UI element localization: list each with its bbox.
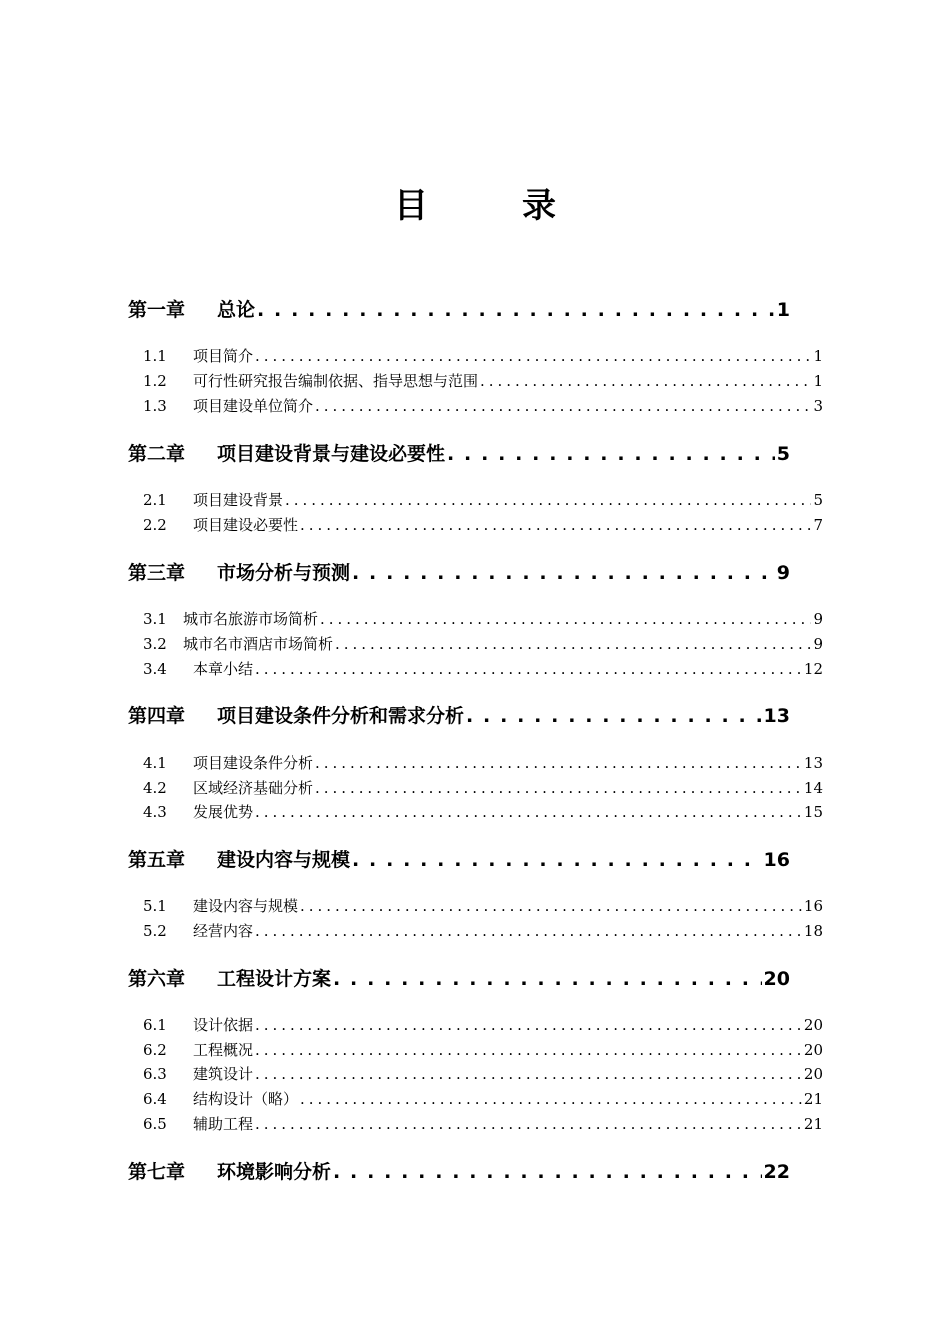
toc-page-number: 14 — [803, 779, 823, 797]
toc-title: 项目建设必要性 — [193, 516, 299, 534]
toc-number: 6.1 — [143, 1016, 167, 1034]
toc-number: 2.1 — [143, 491, 167, 509]
toc-page-number: 1 — [813, 372, 823, 390]
toc-page-number: 12 — [803, 660, 823, 678]
page-title: 目 录 — [394, 186, 586, 226]
toc-section[interactable] — [143, 1112, 823, 1136]
toc-leader — [320, 607, 811, 631]
toc-title: 项目建设条件分析和需求分析 — [217, 705, 465, 727]
toc-leader — [255, 344, 811, 368]
toc-chapter-4[interactable] — [128, 701, 790, 731]
toc-title: 工程概况 — [193, 1041, 254, 1059]
toc-section[interactable] — [143, 369, 823, 393]
toc-number: 6.5 — [143, 1115, 167, 1133]
toc-leader — [255, 657, 802, 681]
toc-title: 项目建设背景 — [193, 491, 284, 509]
toc-page-number: 7 — [813, 516, 823, 534]
toc-chapter-6[interactable] — [128, 964, 790, 994]
toc-section[interactable] — [143, 632, 823, 656]
toc-number: 4.1 — [143, 754, 167, 772]
toc-number: 第四章 — [128, 705, 186, 727]
toc-page-number: 5 — [813, 491, 823, 509]
toc-page-number: 20 — [803, 1065, 823, 1083]
toc-leader — [257, 295, 775, 325]
toc-chapter-2[interactable] — [128, 439, 790, 469]
toc-title: 可行性研究报告编制依据、指导思想与范围 — [193, 372, 479, 390]
toc-chapter-1[interactable] — [128, 295, 790, 325]
toc-page-number: 1 — [776, 299, 790, 321]
toc-chapter-7[interactable] — [128, 1157, 790, 1187]
toc-section[interactable] — [143, 776, 823, 800]
toc-leader — [447, 439, 775, 469]
toc-page-number: 9 — [813, 635, 823, 653]
toc-number: 6.3 — [143, 1065, 167, 1083]
toc-leader — [255, 1112, 802, 1136]
toc-title: 建筑设计 — [193, 1065, 254, 1083]
toc-title: 总论 — [217, 299, 256, 321]
toc-section[interactable] — [143, 607, 823, 631]
toc-leader — [335, 632, 811, 656]
toc-section[interactable] — [143, 657, 823, 681]
toc-page-number: 16 — [763, 849, 790, 871]
toc-leader — [255, 1038, 802, 1062]
toc-leader — [466, 701, 762, 731]
toc-page-number: 21 — [803, 1115, 823, 1133]
toc-number: 6.2 — [143, 1041, 167, 1059]
toc-chapter-3[interactable] — [128, 558, 790, 588]
toc-leader — [333, 1157, 762, 1187]
toc-number: 1.2 — [143, 372, 167, 390]
toc-leader — [480, 369, 811, 393]
toc-title: 结构设计（略） — [193, 1090, 299, 1108]
toc-page-number: 20 — [763, 968, 790, 990]
toc-title: 市场分析与预测 — [217, 562, 351, 584]
toc-title: 区域经济基础分析 — [193, 779, 314, 797]
toc-title: 项目建设背景与建设必要性 — [217, 443, 446, 465]
toc-number: 第五章 — [128, 849, 186, 871]
toc-title: 辅助工程 — [193, 1115, 254, 1133]
toc-number: 2.2 — [143, 516, 167, 534]
toc-title: 建设内容与规模 — [193, 897, 299, 915]
toc-title: 发展优势 — [193, 803, 254, 821]
toc-page-number: 22 — [763, 1161, 790, 1183]
toc-page-number: 16 — [803, 897, 823, 915]
toc-leader — [315, 394, 811, 418]
toc-number: 第三章 — [128, 562, 186, 584]
toc-leader — [255, 800, 802, 824]
toc-section[interactable] — [143, 1038, 823, 1062]
toc-number: 1.1 — [143, 347, 167, 365]
toc-page-number: 9 — [776, 562, 790, 584]
toc-page-number: 9 — [813, 610, 823, 628]
toc-leader — [315, 751, 802, 775]
toc-page-number: 1 — [813, 347, 823, 365]
toc-number: 3.2 — [143, 635, 167, 653]
toc-page-number: 13 — [803, 754, 823, 772]
toc-number: 6.4 — [143, 1090, 167, 1108]
toc-section[interactable] — [143, 513, 823, 537]
toc-number: 第七章 — [128, 1161, 186, 1183]
toc-section[interactable] — [143, 488, 823, 512]
toc-section[interactable] — [143, 1013, 823, 1037]
toc-title: 城市名市酒店市场简析 — [183, 635, 334, 653]
toc-leader — [300, 1087, 802, 1111]
toc-section[interactable] — [143, 344, 823, 368]
toc-title: 环境影响分析 — [217, 1161, 332, 1183]
toc-number: 4.3 — [143, 803, 167, 821]
toc-leader — [255, 1013, 802, 1037]
toc-page-number: 3 — [813, 397, 823, 415]
toc-leader — [333, 964, 762, 994]
toc-number: 5.1 — [143, 897, 167, 915]
toc-page-number: 13 — [763, 705, 790, 727]
toc-title: 项目建设单位简介 — [193, 397, 314, 415]
toc-leader — [255, 919, 802, 943]
toc-title: 城市名旅游市场简析 — [183, 610, 319, 628]
toc-section[interactable] — [143, 751, 823, 775]
toc-title: 工程设计方案 — [217, 968, 332, 990]
toc-leader — [300, 513, 811, 537]
toc-number: 1.3 — [143, 397, 167, 415]
toc-title: 经营内容 — [193, 922, 254, 940]
toc-leader — [352, 845, 762, 875]
toc-title: 项目建设条件分析 — [193, 754, 314, 772]
toc-leader — [315, 776, 802, 800]
toc-leader — [255, 1062, 802, 1086]
toc-leader — [285, 488, 811, 512]
toc-section[interactable] — [143, 1062, 823, 1086]
toc-number: 3.4 — [143, 660, 167, 678]
toc-page-number: 18 — [803, 922, 823, 940]
toc-number: 第一章 — [128, 299, 186, 321]
toc-number: 4.2 — [143, 779, 167, 797]
toc-title: 本章小结 — [193, 660, 254, 678]
toc-section[interactable] — [143, 800, 823, 824]
toc-leader — [300, 894, 802, 918]
toc-number: 第六章 — [128, 968, 186, 990]
toc-section[interactable] — [143, 1087, 823, 1111]
toc-title: 项目简介 — [193, 347, 254, 365]
toc-page-number: 5 — [776, 443, 790, 465]
toc-page-number: 15 — [803, 803, 823, 821]
toc-section[interactable] — [143, 919, 823, 943]
toc-page-number: 21 — [803, 1090, 823, 1108]
toc-chapter-5[interactable] — [128, 845, 790, 875]
toc-leader — [352, 558, 775, 588]
toc-page-number: 20 — [803, 1016, 823, 1034]
toc-number: 5.2 — [143, 922, 167, 940]
toc-number: 第二章 — [128, 443, 186, 465]
toc-title: 建设内容与规模 — [217, 849, 351, 871]
toc-number: 3.1 — [143, 610, 167, 628]
toc-section[interactable] — [143, 394, 823, 418]
toc-section[interactable] — [143, 894, 823, 918]
toc-page-number: 20 — [803, 1041, 823, 1059]
toc-title: 设计依据 — [193, 1016, 254, 1034]
